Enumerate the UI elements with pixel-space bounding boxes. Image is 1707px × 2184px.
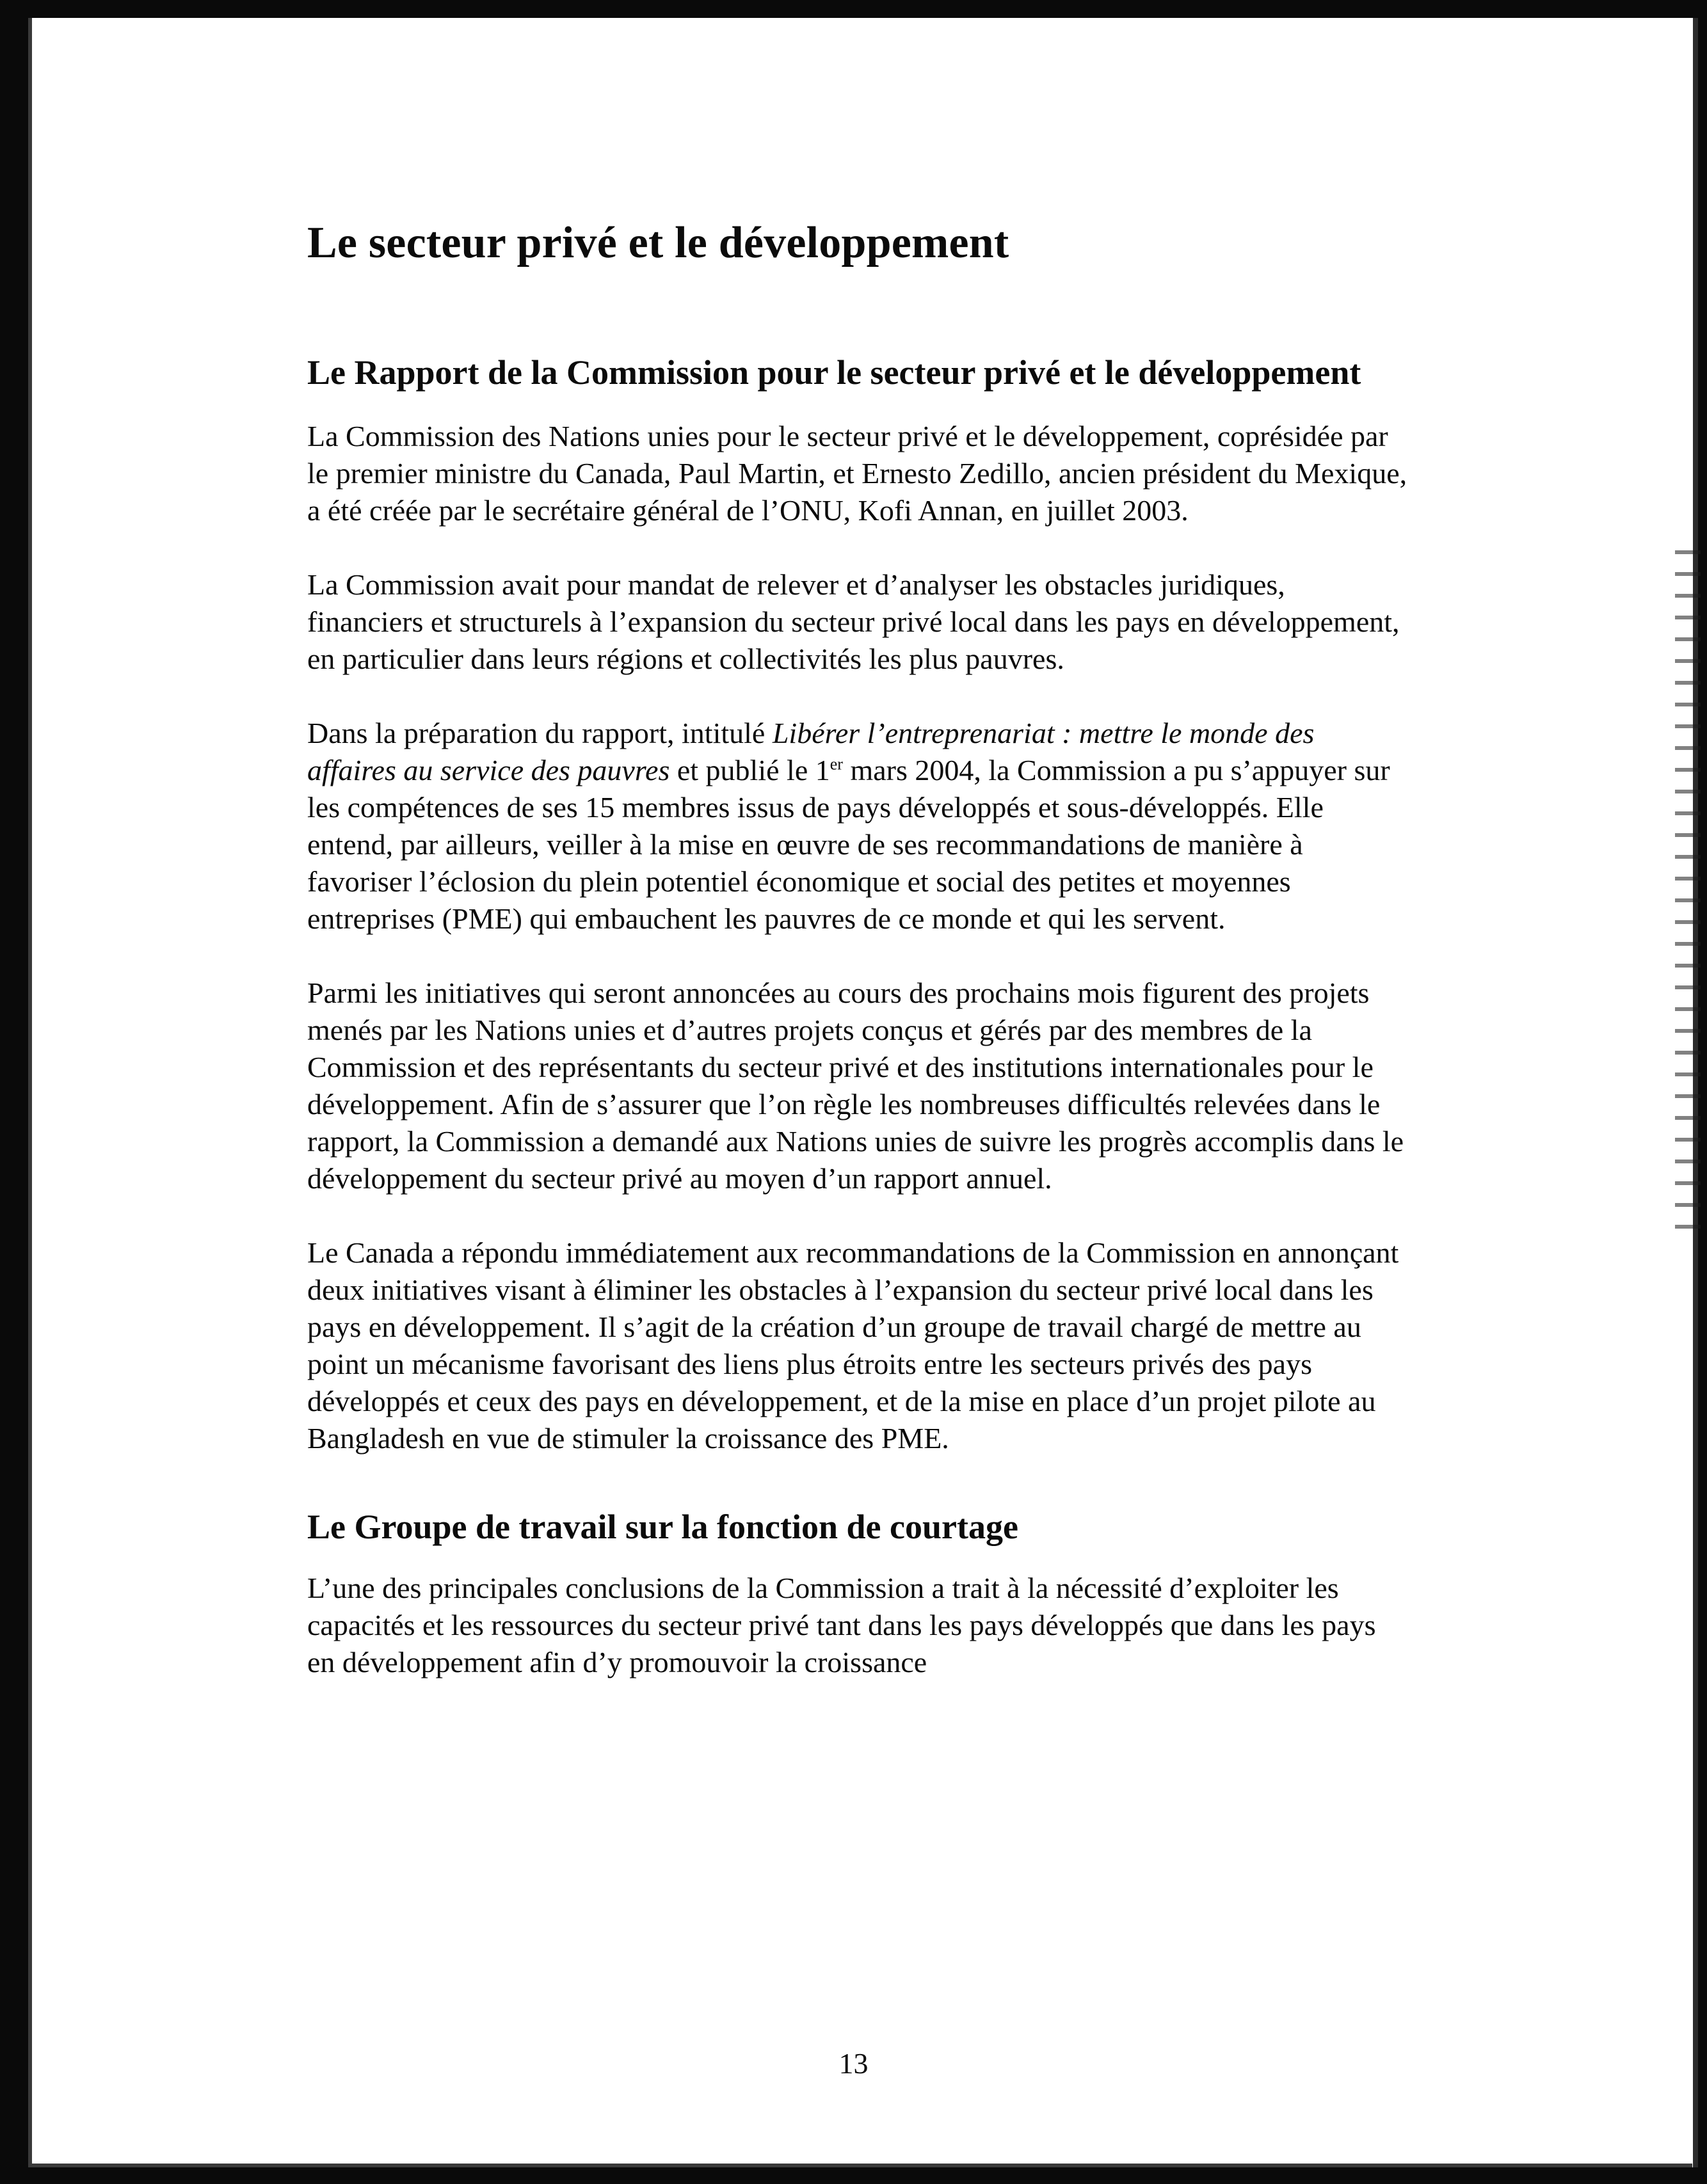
paragraph-canada-response: Le Canada a répondu immédiatement aux recommandations de la Commission en annonçant deux initiatives visant à éliminer les obstacles à l’expansion du secteur privé local dans les pays en développement. Il s’agit de la création d’un groupe de travail chargé de mettre au point un mécanisme favorisant des liens plus étroits entre les secteurs privés des pays développés et ceux des pays en développement, et de la mise en place d’un projet pilote au Bangladesh en vue de stimuler la croissance des PME. — [307, 1236, 1399, 1455]
ordinal-superscript: er — [829, 754, 843, 774]
scan-border-bottom — [0, 2167, 1707, 2184]
paragraph-report-mid: et publié le 1 — [669, 753, 830, 786]
scan-shadow-left — [28, 18, 32, 2168]
section-heading-commission-report: Le Rapport de la Commission pour le secteur privé et le développement — [307, 353, 1361, 392]
paragraph-initiatives: Parmi les initiatives qui seront annoncées au cours des prochains mois figurent des projets menés par les Nations unies et d’autres projets conçus et gérés par des membres de la Commission et des représentants du secteur privé et des institutions internationales pour le développement. Afin de s’assurer que l’on règle les nombreuses difficultés relevées dans le rapport, la Commission a demandé aux Nations unies de suivre les progrès accomplis dans le développement du secteur privé au moyen d’un rapport annuel. — [307, 976, 1404, 1195]
section-heading-working-group: Le Groupe de travail sur la fonction de courtage — [307, 1507, 1018, 1546]
paragraph-commission-intro: La Commission des Nations unies pour le secteur privé et le développement, coprésidée par le premier ministre du Canada, Paul Martin, et Ernesto Zedillo, ancien président du Mexique, a été créée par le secrétaire général de l’ONU, Kofi Annan, en juillet 2003. — [307, 419, 1407, 527]
document-page — [307, 218, 1408, 1681]
scan-border-top — [0, 0, 1707, 18]
page-title: Le secteur privé et le développement — [307, 218, 1009, 267]
scan-shadow-bottom — [28, 2164, 1692, 2167]
page-number: 13 — [838, 2047, 869, 2080]
scan-border-left — [0, 0, 28, 2184]
paragraph-working-group: L’une des principales conclusions de la Commission a trait à la nécessité d’exploiter les capacités et les ressources du secteur privé tant dans les pays développés que dans les pays en développement afin d’y promouvoir la croissance — [307, 1571, 1376, 1678]
paragraph-report-intro: Dans la préparation du rapport, intitulé — [307, 716, 773, 749]
report-title: Libérer l’entreprenariat : mettre le monde des affaires au service des pauvres — [307, 716, 1315, 786]
scan-specks — [1675, 550, 1701, 1229]
paragraph-commission-mandate: La Commission avait pour mandat de relever et d’analyser les obstacles juridiques, financiers et structurels à l’expansion du secteur privé local dans les pays en développement, en particulier dans leurs régions et collectivités les plus pauvres. — [307, 568, 1400, 675]
paragraph-report-preparation — [307, 715, 1408, 937]
paragraph-report-rest: mars 2004, la Commission a pu s’appuyer sur les compétences de ses 15 membres issus de pays développés et sous-développés. Elle entend, par ailleurs, veiller à la mise en œuvre de ses recommandations de manière à favoriser l’éclosion du plein potentiel économique et social des petites et moyennes entreprises (PME) qui embauchent les pauvres de ce monde et qui les servent. — [307, 753, 1390, 935]
